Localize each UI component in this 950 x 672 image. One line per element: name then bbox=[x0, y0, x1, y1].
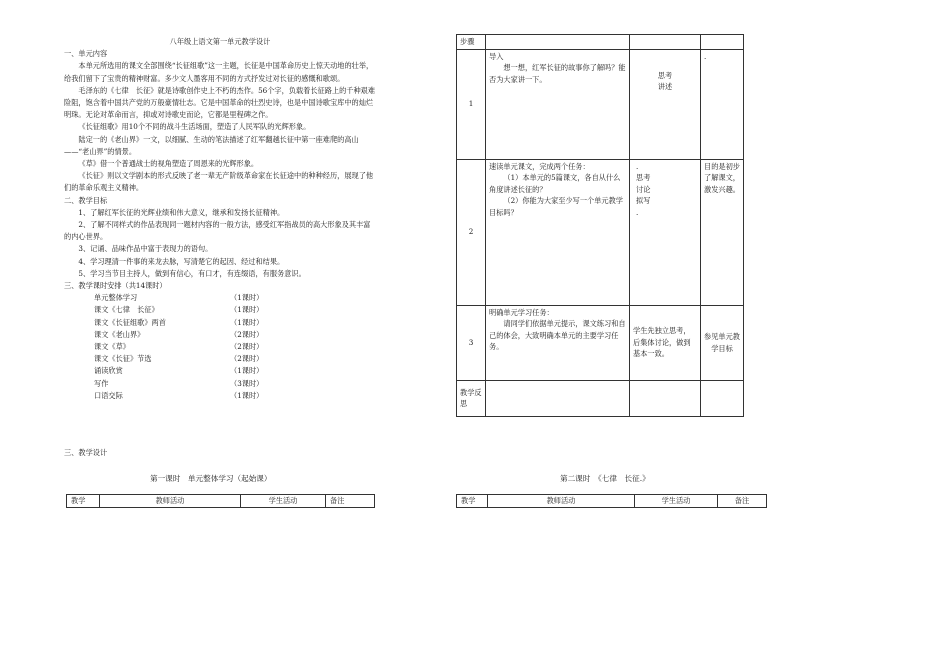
hours-item: 课文《长征组歌》两首 （1课时） bbox=[94, 317, 264, 327]
goal-item: 5、学习当节目主持人，做到有信心，有口才，有连缀语，有服务意识。 bbox=[78, 268, 306, 278]
hours-item: 课文《老山界》 （2课时） bbox=[94, 329, 264, 339]
table-row bbox=[457, 380, 744, 416]
hours-list bbox=[64, 292, 376, 402]
header-cell-step: 教学 bbox=[67, 495, 100, 508]
hours-item: 写作 （3课时） bbox=[94, 378, 264, 388]
header-cell-student: 学生活动 bbox=[241, 495, 326, 508]
left-page bbox=[64, 36, 376, 402]
header-cell-note: 备注 bbox=[718, 495, 767, 508]
goal-item: 4、学习理清一件事的来龙去脉，写清楚它的起因、经过和结果。 bbox=[78, 256, 285, 266]
goal-item: 2、了解不同样式的作品表现同一题材内容的一般方法，感受红军指战员的高大形象及其丰富的内心世界。 bbox=[64, 220, 371, 242]
table-row bbox=[457, 159, 744, 305]
paragraph: 《长征组歌》用10个不同的战斗生活场面，塑造了人民军队的光辉形象。 bbox=[78, 122, 311, 132]
lesson-2-table-header bbox=[456, 494, 767, 508]
section-heading: 一、单元内容 bbox=[64, 49, 108, 59]
student-activity: 思考 讲述 bbox=[630, 49, 701, 159]
paragraph: 本单元所选用的课文全部围绕“长征组歌”这一主题，长征是中国革命历史上惊天动地的壮举，给我们留下了宝贵的精神财富。多少文人墨客用不同的方式抒发过对长征的感慨和歌颂。 bbox=[64, 61, 374, 83]
section-heading: 三、教学设计 bbox=[64, 448, 108, 457]
goal-item: 1、了解红军长征的光辉业绩和伟大意义，继承和发扬长征精神。 bbox=[78, 207, 285, 217]
paragraph: 毛泽东的《七律 长征》就是诗歌创作史上不朽的杰作。56个字，负载着长征路上的千种艰难险阻，饱含着中国共产党的万般豪情壮志。它是中国革命的壮烈史诗，也是中国诗歌宝库中的灿烂明珠。无论对革命而言，抑或对诗歌史而论，它都是里程碑之作。 bbox=[64, 85, 376, 120]
goal-item: 3、记诵、品味作品中富于表现力的语句。 bbox=[78, 244, 213, 254]
student-activity: . 思考 讨论 拟写 . bbox=[630, 159, 701, 305]
paragraph: 《草》借一个普通战士的视角塑造了周恩来的光辉形象。 bbox=[78, 159, 259, 169]
lesson-1-title: 第一课时 单元整体学习（起始课） bbox=[150, 474, 272, 483]
section-heading: 三、教学课时安排（共14课时） bbox=[64, 281, 167, 291]
note-cell: . bbox=[701, 49, 744, 159]
header-cell-note: 备注 bbox=[326, 495, 375, 508]
hours-item: 口语交际 （1课时） bbox=[94, 390, 264, 400]
hours-item: 单元整体学习 （1课时） bbox=[94, 293, 264, 303]
lesson-1-table bbox=[456, 34, 744, 417]
header-cell-teacher: 教师活动 bbox=[100, 495, 241, 508]
step-header: 步骤 bbox=[457, 35, 486, 50]
hours-item: 课文《长征》节选 （2课时） bbox=[94, 354, 264, 364]
teacher-activity: 明确单元学习任务： 请同学们依据单元提示，课文练习和自己的体会，大致明确本单元的主要学习任务。 bbox=[486, 305, 630, 380]
note-cell: 参见单元教学目标 bbox=[701, 305, 744, 380]
lesson-1-table-header bbox=[66, 494, 375, 508]
step-number: 3 bbox=[457, 305, 486, 380]
hours-item: 课文《草》 （2课时） bbox=[94, 342, 264, 352]
teacher-activity: 导入 想一想，红军长征的故事你了解吗？能否为大家讲一下。 bbox=[486, 49, 630, 159]
table-row bbox=[457, 49, 744, 159]
teacher-activity: 速读单元课文，完成两个任务： （1）本单元的5篇课文，各自从什么角度讲述长征的？ （2）你能为大家至少写一个单元教学目标吗？ bbox=[486, 159, 630, 305]
student-activity: 学生先独立思考，后集体讨论，做到基本一致。 bbox=[630, 305, 701, 380]
paragraph: 《长征》则以文学剧本的形式反映了老一辈无产阶级革命家在长征途中的种种经历，展现了他们的革命乐观主义精神。 bbox=[64, 171, 374, 193]
lesson-2-title: 第二课时 《七律 长征.》 bbox=[560, 474, 650, 483]
table-row bbox=[457, 305, 744, 380]
header-cell-step: 教学 bbox=[457, 495, 488, 508]
hours-item: 课文《七律 长征》 （1课时） bbox=[94, 305, 264, 315]
note-cell: 目的是初步了解课文，激发兴趣。 bbox=[701, 159, 744, 305]
hours-item: 诵读欣赏 （1课时） bbox=[94, 366, 264, 376]
page-title: 八年级上语文第一单元教学设计 bbox=[169, 37, 271, 46]
paragraph: 陆定一的《老山界》一文，以细腻、生动的笔法描述了红军翻越长征中第一座难爬的高山——“老山界”的情景。 bbox=[64, 134, 359, 156]
step-number: 2 bbox=[457, 159, 486, 305]
section-heading: 二、教学目标 bbox=[64, 195, 108, 205]
step-number: 1 bbox=[457, 49, 486, 159]
header-cell-teacher: 教师活动 bbox=[488, 495, 635, 508]
reflection-label: 教学反思 bbox=[457, 380, 486, 416]
header-cell-student: 学生活动 bbox=[635, 495, 718, 508]
